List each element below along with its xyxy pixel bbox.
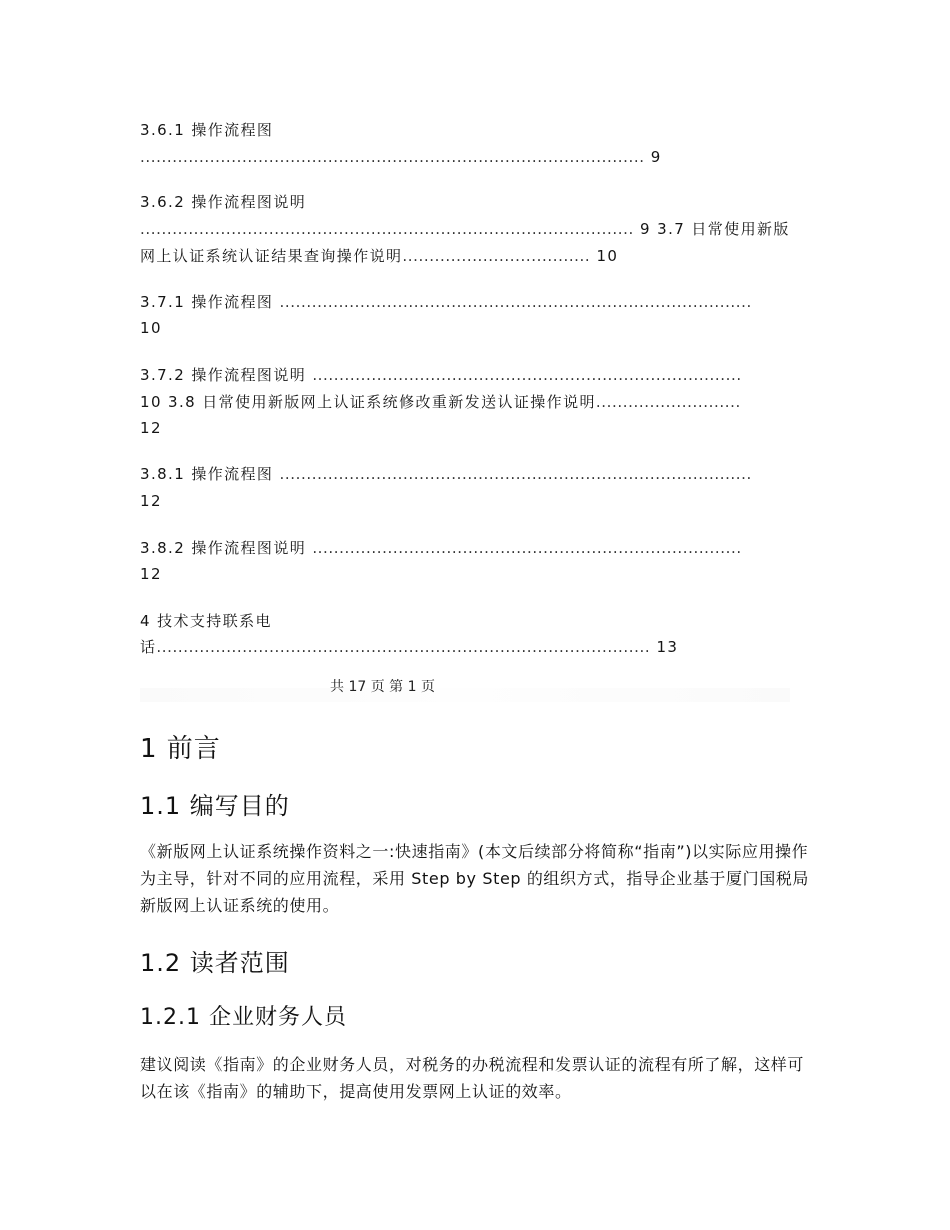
heading-finance-staff: 1.2.1 企业财务人员: [140, 1005, 347, 1030]
page-footer: 共 17 页 第 1 页: [330, 679, 435, 695]
toc-entry-3-6-1[interactable]: [140, 120, 820, 140]
toc-leader-dots: ................................................................................: [312, 539, 742, 557]
toc-entry-3-6-1-leader: [140, 147, 820, 167]
toc-leader-dots: ............................................................................................: [156, 638, 651, 656]
toc-leader-dots: ........................................................................................: [279, 293, 752, 311]
toc-page-number: 13: [656, 638, 679, 656]
toc-entry-3-7-1-page: [140, 318, 820, 338]
toc-entry-label: 3.7.2 操作流程图说明: [140, 366, 307, 384]
toc-entry-4-leader: [140, 637, 820, 657]
toc-leader-dots: ............................................................................................: [140, 220, 634, 238]
toc-entry-4[interactable]: [140, 611, 820, 631]
toc-page-number: 10: [140, 319, 162, 337]
toc-entry-label: 4 技术支持联系电: [140, 612, 272, 630]
toc-entry-3-8-2-page: [140, 564, 820, 584]
toc-leader-dots: ...................................: [402, 247, 591, 265]
toc-entry-3-8-2[interactable]: [140, 538, 820, 558]
toc-entry-3-6-2[interactable]: [140, 192, 820, 212]
toc-entry-label: 3.8.1 操作流程图: [140, 465, 274, 483]
toc-entry-3-8-page: [140, 418, 820, 438]
toc-page-number: 9: [650, 148, 662, 166]
toc-page-number: 12: [140, 565, 162, 583]
footer-divider: [140, 688, 790, 702]
toc-entry-label: 3.7.1 操作流程图: [140, 293, 274, 311]
toc-entry-label-cont: 话: [140, 638, 157, 656]
toc-entry-3-7[interactable]: [140, 246, 820, 266]
toc-entry-3-8-1[interactable]: [140, 464, 820, 484]
toc-entry-3-6-2-leader: [140, 219, 820, 239]
toc-page-number: 12: [140, 492, 162, 510]
toc-entry-label: 10 3.8 日常使用新版网上认证系统修改重新发送认证操作说明: [140, 393, 596, 411]
heading-purpose: 1.1 编写目的: [140, 792, 290, 820]
toc-leader-dots: ........................................................................................: [279, 465, 752, 483]
toc-leader-dots: ..............................................................................................: [140, 148, 645, 166]
toc-entry-label: 3.6.2 操作流程图说明: [140, 193, 307, 211]
toc-entry-label: 网上认证系统认证结果查询操作说明: [140, 247, 403, 265]
toc-leader-dots: ...........................: [595, 393, 741, 411]
toc-entry-label: 3.6.1 操作流程图: [140, 121, 274, 139]
toc-page-number: 9 3.7 日常使用新版: [640, 220, 790, 238]
toc-entry-3-7-1[interactable]: [140, 292, 820, 312]
toc-page-number: 12: [140, 419, 162, 437]
toc-entry-3-8[interactable]: [140, 392, 820, 412]
toc-page-number: 10: [596, 247, 619, 265]
heading-readers: 1.2 读者范围: [140, 949, 290, 977]
toc-entry-3-7-2[interactable]: [140, 365, 820, 385]
toc-leader-dots: ................................................................................: [312, 366, 742, 384]
heading-preface: 1 前言: [140, 734, 221, 764]
toc-entry-label: 3.8.2 操作流程图说明: [140, 539, 307, 557]
toc-entry-3-8-1-page: [140, 491, 820, 511]
finance-staff-paragraph: 建议阅读《指南》的企业财务人员，对税务的办税流程和发票认证的流程有所了解，这样可以在该《指南》的辅助下，提高使用发票网上认证的效率。: [140, 1055, 805, 1101]
purpose-paragraph: 《新版网上认证系统操作资料之一:快速指南》(本文后续部分将简称“指南”)以实际应用操作为主导，针对不同的应用流程，采用 Step by Step 的组织方式，指导企业基于厦门国税局新版网上认证系统的使用。: [140, 842, 810, 915]
